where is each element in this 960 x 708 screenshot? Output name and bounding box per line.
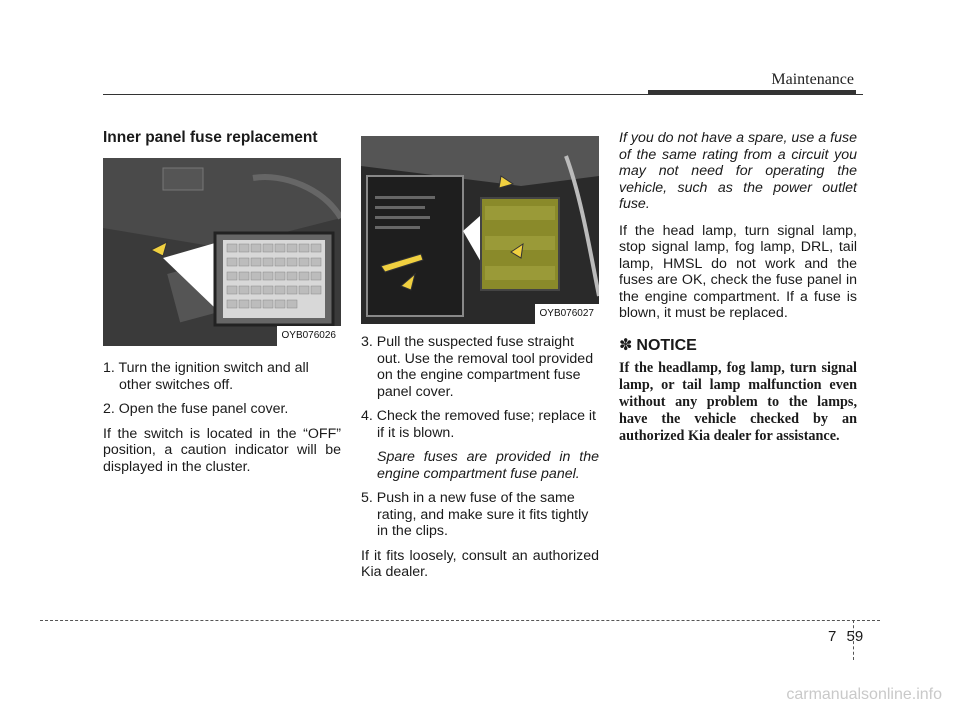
section-heading: Inner panel fuse replacement — [103, 129, 318, 146]
footer-rule — [40, 620, 880, 621]
notice-label: NOTICE — [636, 336, 697, 354]
photo-caption: OYB076026 — [277, 326, 342, 347]
photo-caption: OYB076027 — [535, 304, 600, 325]
step-4: 4. Check the removed fuse; replace it if it is blown. — [361, 408, 597, 441]
step-3: 3. Pull the suspected fuse straight out. Use the removal tool provided on the engine compartment fuse panel cover. — [361, 334, 594, 400]
step-1: 1. Turn the ignition switch and all other switches off. — [103, 360, 309, 393]
watermark: carmanualsonline.info — [786, 686, 942, 703]
engine-fuse-illustration — [361, 136, 599, 324]
header-rule-thick — [648, 90, 856, 95]
step-5: 5. Push in a new fuse of the same rating, and make sure it fits tightly in the clips. — [361, 490, 589, 539]
caution-paragraph: If the switch is located in the “OFF” position, a caution indicator will be displayed in the cluster. — [103, 425, 341, 475]
right-column — [619, 130, 857, 445]
star-icon: ✽ — [619, 336, 633, 354]
fuse-panel-photo — [103, 158, 341, 346]
section-title: Maintenance — [771, 71, 854, 88]
page-number — [828, 628, 863, 645]
chapter-number: 7 — [828, 628, 837, 645]
lamp-check-paragraph: If the head lamp, turn signal lamp, stop signal lamp, fog lamp, DRL, tail lamp, HMSL do not work and the fuses are OK, check the fuse panel in the engine compartment. If a fuse is blown, it must be replaced. — [619, 222, 857, 321]
spare-substitute-paragraph: If you do not have a spare, use a fuse of the same rating from a circuit you may not need for operating the vehicle, such as the power outlet fuse. — [619, 130, 857, 212]
step-2: 2. Open the fuse panel cover. — [103, 401, 289, 417]
middle-column — [361, 136, 599, 589]
notice-heading — [619, 338, 857, 355]
page-number-value: 59 — [846, 628, 864, 645]
left-column — [103, 128, 341, 483]
fuse-panel-illustration — [103, 158, 341, 346]
loose-fit-paragraph: If it fits loosely, consult an authorized Kia dealer. — [361, 547, 599, 580]
notice-text: If the headlamp, fog lamp, turn signal lamp, or tail lamp malfunction even without any problem to the lamps, have the vehicle checked by an authorized Kia dealer for assistance. — [619, 360, 857, 444]
spare-fuse-note: Spare fuses are provided in the engine compartment fuse panel. — [377, 449, 599, 482]
engine-fuse-photo — [361, 136, 599, 324]
